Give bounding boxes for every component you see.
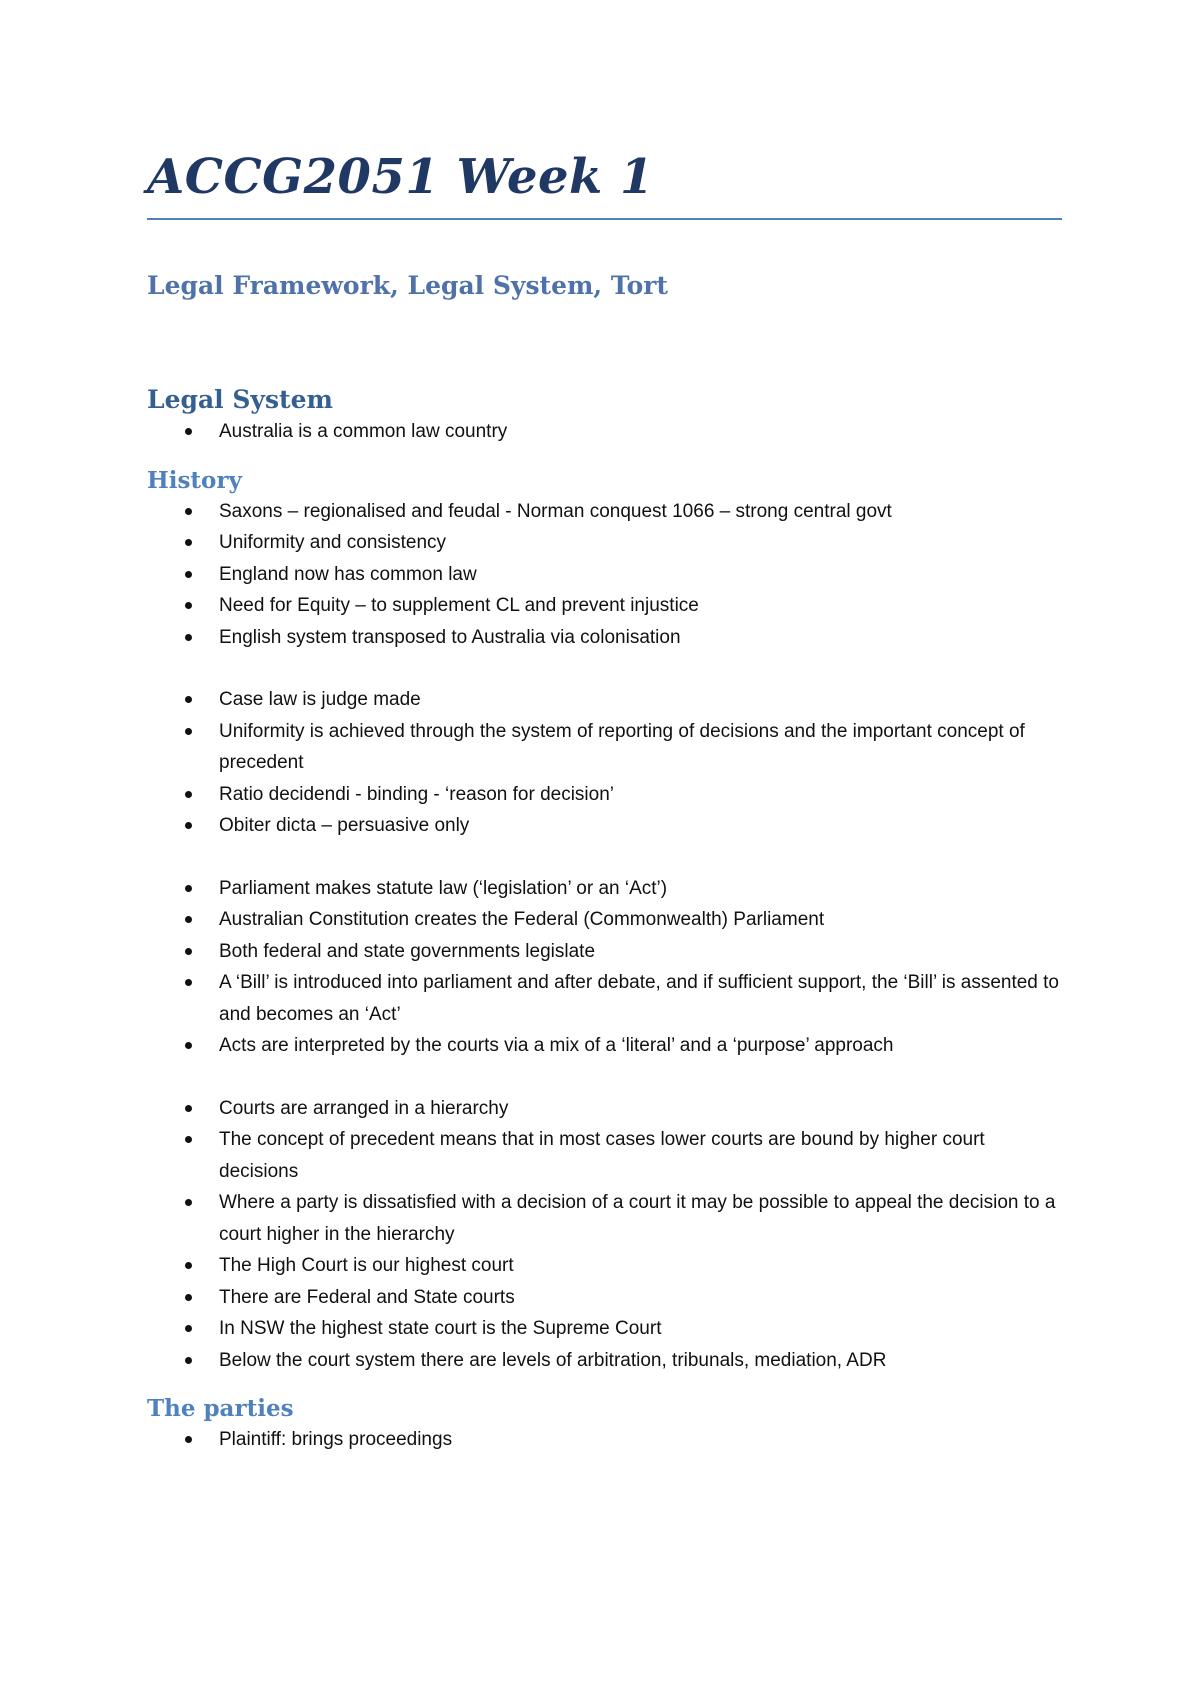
bullet-icon xyxy=(185,1325,192,1332)
heading-the-parties: The parties xyxy=(147,1395,294,1422)
history-list-3 xyxy=(147,873,1062,1062)
list-item: Australian Constitution creates the Federal (Commonwealth) Parliament xyxy=(147,904,1062,936)
list-item: English system transposed to Australia via colonisation xyxy=(147,622,1062,654)
history-list-4 xyxy=(147,1093,1062,1377)
list-item: Saxons – regionalised and feudal - Norman conquest 1066 – strong central govt xyxy=(147,496,1062,528)
bullet-icon xyxy=(185,791,192,798)
list-item: Ratio decidendi - binding - ‘reason for decision’ xyxy=(147,779,1062,811)
bullet-icon xyxy=(185,1042,192,1049)
list-item: Uniformity is achieved through the system of reporting of decisions and the important concept of precedent xyxy=(147,716,1062,779)
list-item: England now has common law xyxy=(147,559,1062,591)
bullet-icon xyxy=(185,1105,192,1112)
list-item: A ‘Bill’ is introduced into parliament and after debate, and if sufficient support, the ‘Bill’ is assented to and becomes an ‘Act’ xyxy=(147,967,1062,1030)
bullet-icon xyxy=(185,539,192,546)
list-item: There are Federal and State courts xyxy=(147,1282,1062,1314)
title-underline xyxy=(147,218,1062,220)
list-item: Uniformity and consistency xyxy=(147,527,1062,559)
list-item: The High Court is our highest court xyxy=(147,1250,1062,1282)
bullet-icon xyxy=(185,602,192,609)
legal-system-list xyxy=(147,416,1062,448)
parties-list xyxy=(147,1424,1062,1456)
list-item: Australia is a common law country xyxy=(147,416,1062,448)
bullet-icon xyxy=(185,428,192,435)
document-title: ACCG2051 Week 1 xyxy=(147,149,654,205)
history-list-1 xyxy=(147,496,1062,654)
list-item: Both federal and state governments legislate xyxy=(147,936,1062,968)
list-item: Plaintiff: brings proceedings xyxy=(147,1424,1062,1456)
list-item: Need for Equity – to supplement CL and prevent injustice xyxy=(147,590,1062,622)
bullet-icon xyxy=(185,728,192,735)
bullet-icon xyxy=(185,885,192,892)
bullet-icon xyxy=(185,696,192,703)
bullet-icon xyxy=(185,1436,192,1443)
bullet-icon xyxy=(185,634,192,641)
list-item: Where a party is dissatisfied with a decision of a court it may be possible to appeal the decision to a court higher in the hierarchy xyxy=(147,1187,1062,1250)
heading-legal-system: Legal System xyxy=(147,385,333,414)
bullet-icon xyxy=(185,822,192,829)
list-item: Acts are interpreted by the courts via a mix of a ‘literal’ and a ‘purpose’ approach xyxy=(147,1030,1062,1062)
list-item: Parliament makes statute law (‘legislation’ or an ‘Act’) xyxy=(147,873,1062,905)
list-item: Courts are arranged in a hierarchy xyxy=(147,1093,1062,1125)
document-body xyxy=(147,148,1062,1456)
bullet-icon xyxy=(185,979,192,986)
bullet-icon xyxy=(185,1136,192,1143)
list-item: Obiter dicta – persuasive only xyxy=(147,810,1062,842)
list-item: In NSW the highest state court is the Supreme Court xyxy=(147,1313,1062,1345)
bullet-icon xyxy=(185,571,192,578)
bullet-icon xyxy=(185,1294,192,1301)
list-item: The concept of precedent means that in most cases lower courts are bound by higher court decisions xyxy=(147,1124,1062,1187)
bullet-icon xyxy=(185,1262,192,1269)
bullet-icon xyxy=(185,916,192,923)
bullet-icon xyxy=(185,948,192,955)
heading-history: History xyxy=(147,466,242,494)
history-list-2 xyxy=(147,684,1062,842)
bullet-icon xyxy=(185,1357,192,1364)
list-item: Below the court system there are levels of arbitration, tribunals, mediation, ADR xyxy=(147,1345,1062,1377)
bullet-icon xyxy=(185,508,192,515)
document-subtitle: Legal Framework, Legal System, Tort xyxy=(147,271,668,300)
bullet-icon xyxy=(185,1199,192,1206)
list-item: Case law is judge made xyxy=(147,684,1062,716)
